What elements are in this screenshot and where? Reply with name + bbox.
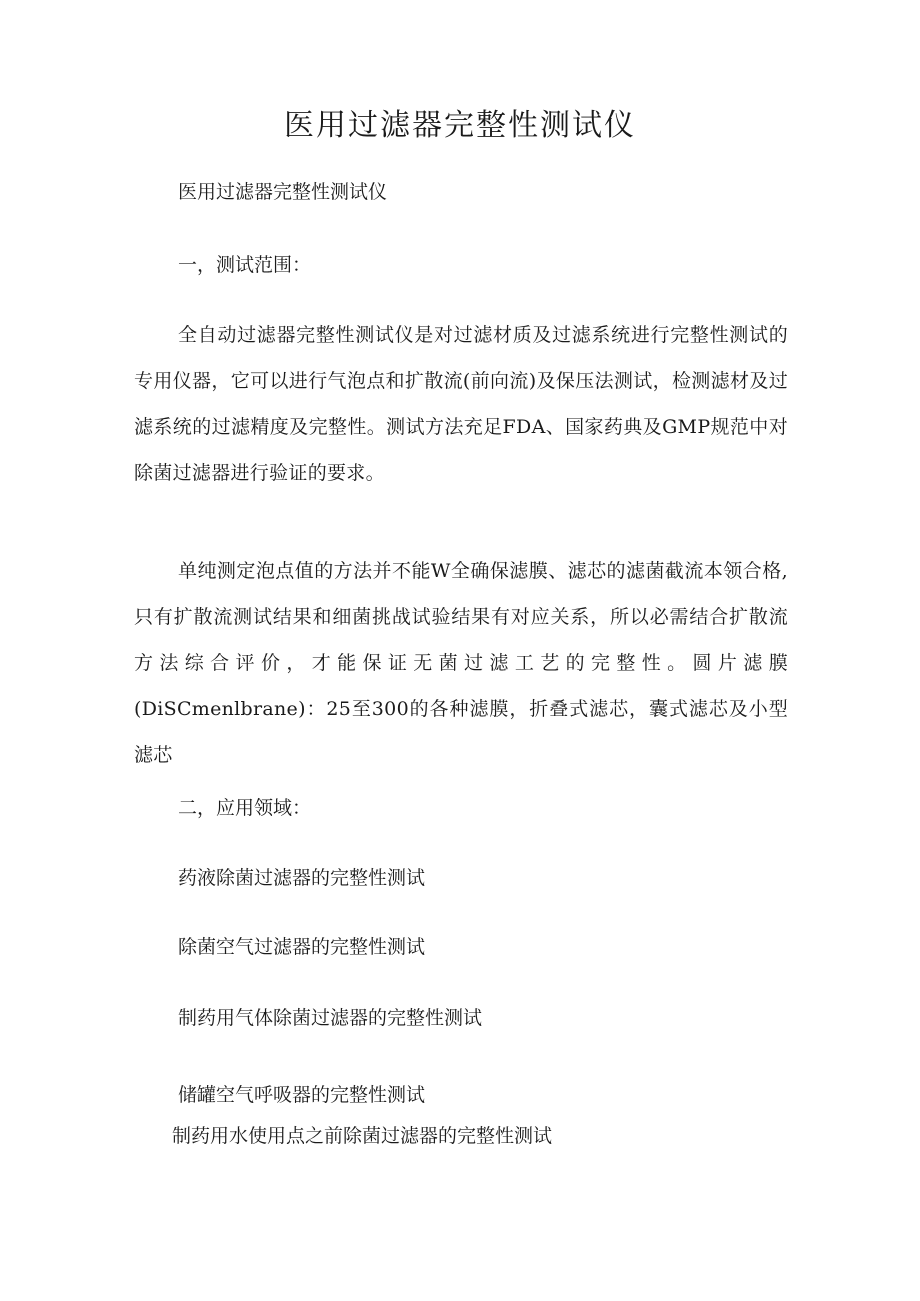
- document-title: 医用过滤器完整性测试仪: [284, 108, 636, 143]
- document-subtitle: 医用过滤器完整性测试仪: [178, 181, 388, 203]
- section-heading-applications: 二，应用领域：: [178, 797, 312, 819]
- list-item: 药液除菌过滤器的完整性测试: [178, 867, 426, 889]
- paragraph-scope-description: 全自动过滤器完整性测试仪是对过滤材质及过滤系统进行完整性测试的专用仪器，它可以进行气泡点和扩散流(前向流)及保压法测试，检测滤材及过滤系统的过滤精度及完整性。测试方法充足FDA、国家药典及GMP规范中对除菌过滤器进行验证的要求。: [134, 324, 788, 484]
- paragraph-diffusion-test: 单纯测定泡点值的方法并不能W全确保滤膜、滤芯的滤菌截流本领合格,只有扩散流测试结果和细菌挑战试验结果有对应关系，所以必需结合扩散流方法综合评价，才能保证无菌过滤工艺的完整性。圆片滤膜(DiSCmenlbrane)：25至300的各种滤膜，折叠式滤芯，囊式滤芯及小型滤芯: [134, 560, 788, 766]
- list-item: 制药用气体除菌过滤器的完整性测试: [178, 1007, 483, 1029]
- list-item: 储罐空气呼吸器的完整性测试: [178, 1084, 426, 1106]
- list-item: 除菌空气过滤器的完整性测试: [178, 936, 426, 958]
- list-item: 制药用水使用点之前除菌过滤器的完整性测试: [172, 1125, 553, 1147]
- section-heading-scope: 一，测试范围：: [178, 254, 312, 276]
